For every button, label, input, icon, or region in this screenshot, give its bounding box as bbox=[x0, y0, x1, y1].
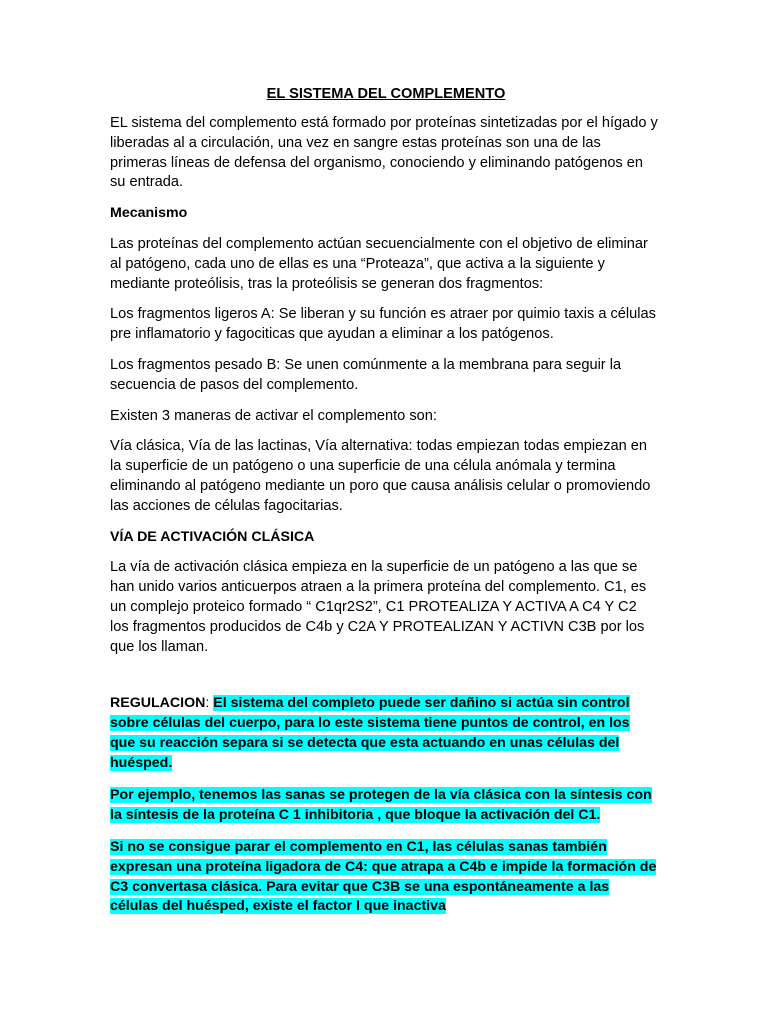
mecanismo-paragraph-5: Vía clásica, Vía de las lactinas, Vía alternativa: todas empiezan todas empiezan en la superficie de un patógeno o una superficie de una célula anómala y termina eliminando al patógeno mediante un poro que causa análisis celular o promoviendo las acciones de células fagocitarias. bbox=[110, 438, 651, 514]
regulacion-paragraph bbox=[110, 694, 658, 774]
regulacion-colon: : bbox=[205, 695, 214, 712]
mecanismo-paragraph-4: Existen 3 maneras de activar el complemento son: bbox=[110, 407, 437, 424]
clasica-heading: VÍA DE ACTIVACIÓN CLÁSICA bbox=[110, 528, 315, 545]
intro-paragraph: EL sistema del complemento está formado por proteínas sintetizadas por el hígado y liberadas al a circulación, una vez en sangre estas proteínas son una de las primeras líneas de defensa del organismo, conociendo y eliminando patógenos en su entrada. bbox=[110, 115, 658, 191]
ejemplo-highlighted-text: Por ejemplo, tenemos las sanas se protegen de la vía clásica con la síntesis con la síntesis de la proteína C 1 inhibitoria , que bloque la activación del C1. bbox=[110, 786, 652, 823]
mecanismo-heading: Mecanismo bbox=[110, 205, 188, 222]
regulacion-label: REGULACION bbox=[110, 695, 206, 712]
c1-highlighted-text: Si no se consigue parar el complemento en C1, las células sanas también expresan una proteína ligadora de C4: que atrapa a C4b e impide la formación de C3 convertasa clásica. Para evitar que C3B se una espontáneamente a las células del huésped, existe el factor I que inactiva bbox=[110, 838, 657, 915]
ejemplo-paragraph bbox=[110, 786, 658, 826]
document-page bbox=[110, 84, 658, 929]
document-title: EL SISTEMA DEL COMPLEMENTO bbox=[266, 86, 506, 102]
clasica-paragraph: La vía de activación clásica empieza en la superficie de un patógeno a las que se han unido varios anticuerpos atraen a la primera proteína del complemento. C1, es un complejo proteico formado “ C1qr2S2”, C1 PROTEALIZA Y ACTIVA A C4 Y C2 los fragmentos producidos de C4b y C2A Y PROTEALIZAN Y ACTIVN C3B por los que los llaman. bbox=[110, 559, 647, 655]
spacer bbox=[110, 668, 658, 694]
mecanismo-paragraph-2: Los fragmentos ligeros A: Se liberan y su función es atraer por quimio taxis a células pre inflamatorio y fagociticas que ayudan a eliminar a los patógenos. bbox=[110, 306, 656, 343]
mecanismo-paragraph-3: Los fragmentos pesado B: Se unen comúnmente a la membrana para seguir la secuencia de pasos del complemento. bbox=[110, 356, 622, 393]
c1-paragraph bbox=[110, 838, 658, 918]
regulacion-highlighted-text: El sistema del completo puede ser dañino si actúa sin control sobre células del cuerpo, para lo este sistema tiene puntos de control, en los que su reacción separa si se detecta que esta actuando en unas células del huésped. bbox=[110, 695, 630, 772]
mecanismo-paragraph-1: Las proteínas del complemento actúan secuencialmente con el objetivo de eliminar al patógeno, cada uno de ellas es una “Proteaza”, que activa a la siguiente y mediante proteólisis, tras la proteólisis se generan dos fragmentos: bbox=[110, 235, 648, 292]
